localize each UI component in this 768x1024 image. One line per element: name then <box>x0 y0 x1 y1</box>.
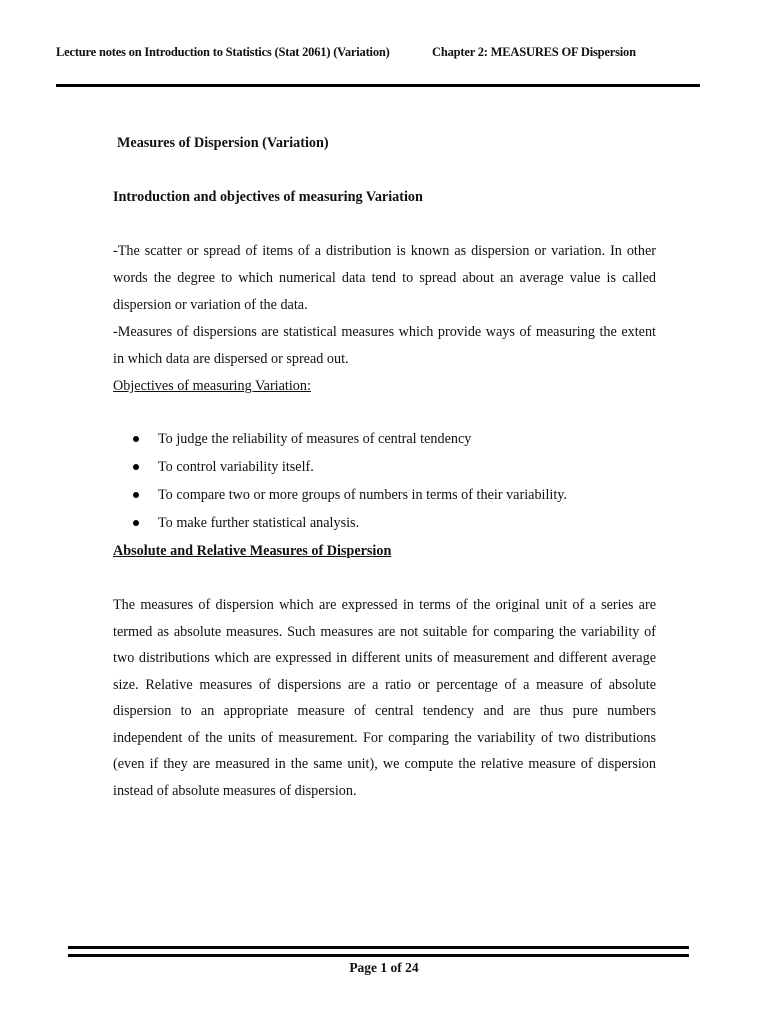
objectives-list <box>113 425 656 537</box>
list-item-text: To judge the reliability of measures of central tendency <box>158 431 472 447</box>
page-number: Page 1 of 24 <box>349 960 419 975</box>
bullet-icon <box>133 436 139 442</box>
bullet-icon <box>133 464 139 470</box>
list-item <box>113 425 656 453</box>
list-item <box>113 453 656 481</box>
header-course-title: Lecture notes on Introduction to Statistics (Stat 2061) (Variation) <box>56 45 390 59</box>
intro-heading: Introduction and objectives of measuring Variation <box>113 189 423 205</box>
footer-rule-lower <box>68 954 689 957</box>
document-title: Measures of Dispersion (Variation) <box>117 135 329 151</box>
list-item-text: To compare two or more groups of numbers in terms of their variability. <box>158 487 568 503</box>
paragraph-absolute-relative: The measures of dispersion which are expressed in terms of the original unit of a series are termed as absolute measures. Such measures are not suitable for comparing the variability of two distributions which are expressed in different units of measurement and different average size. Relative measures of dispersions are a ratio or percentage of a measure of absolute dispersion to an appropriate measure of central tendency and are thus pure numbers independent of the units of measurement. For comparing the variability of two distributions (even if they are measured in the same unit), we compute the relative measure of dispersion instead of absolute measures of dispersion. <box>113 597 656 799</box>
list-item <box>113 509 656 537</box>
footer-rule-upper <box>68 946 689 949</box>
list-item <box>113 481 656 509</box>
list-item-text: To make further statistical analysis. <box>158 515 360 531</box>
paragraph-dispersion-definition: -The scatter or spread of items of a distribution is known as dispersion or variation. In other words the degree to which numerical data tend to spread about an average value is called dispersion or variation of the data. <box>113 243 656 313</box>
absolute-relative-heading: Absolute and Relative Measures of Dispersion <box>113 543 392 559</box>
objectives-heading: Objectives of measuring Variation: <box>113 378 311 394</box>
header-chapter-title: Chapter 2: MEASURES OF Dispersion <box>432 45 636 59</box>
list-item-text: To control variability itself. <box>158 459 314 475</box>
bullet-icon <box>133 520 139 526</box>
header-rule <box>56 84 700 87</box>
bullet-icon <box>133 492 139 498</box>
paragraph-measures-definition: -Measures of dispersions are statistical measures which provide ways of measuring the extent in which data are dispersed or spread out. <box>113 324 656 367</box>
